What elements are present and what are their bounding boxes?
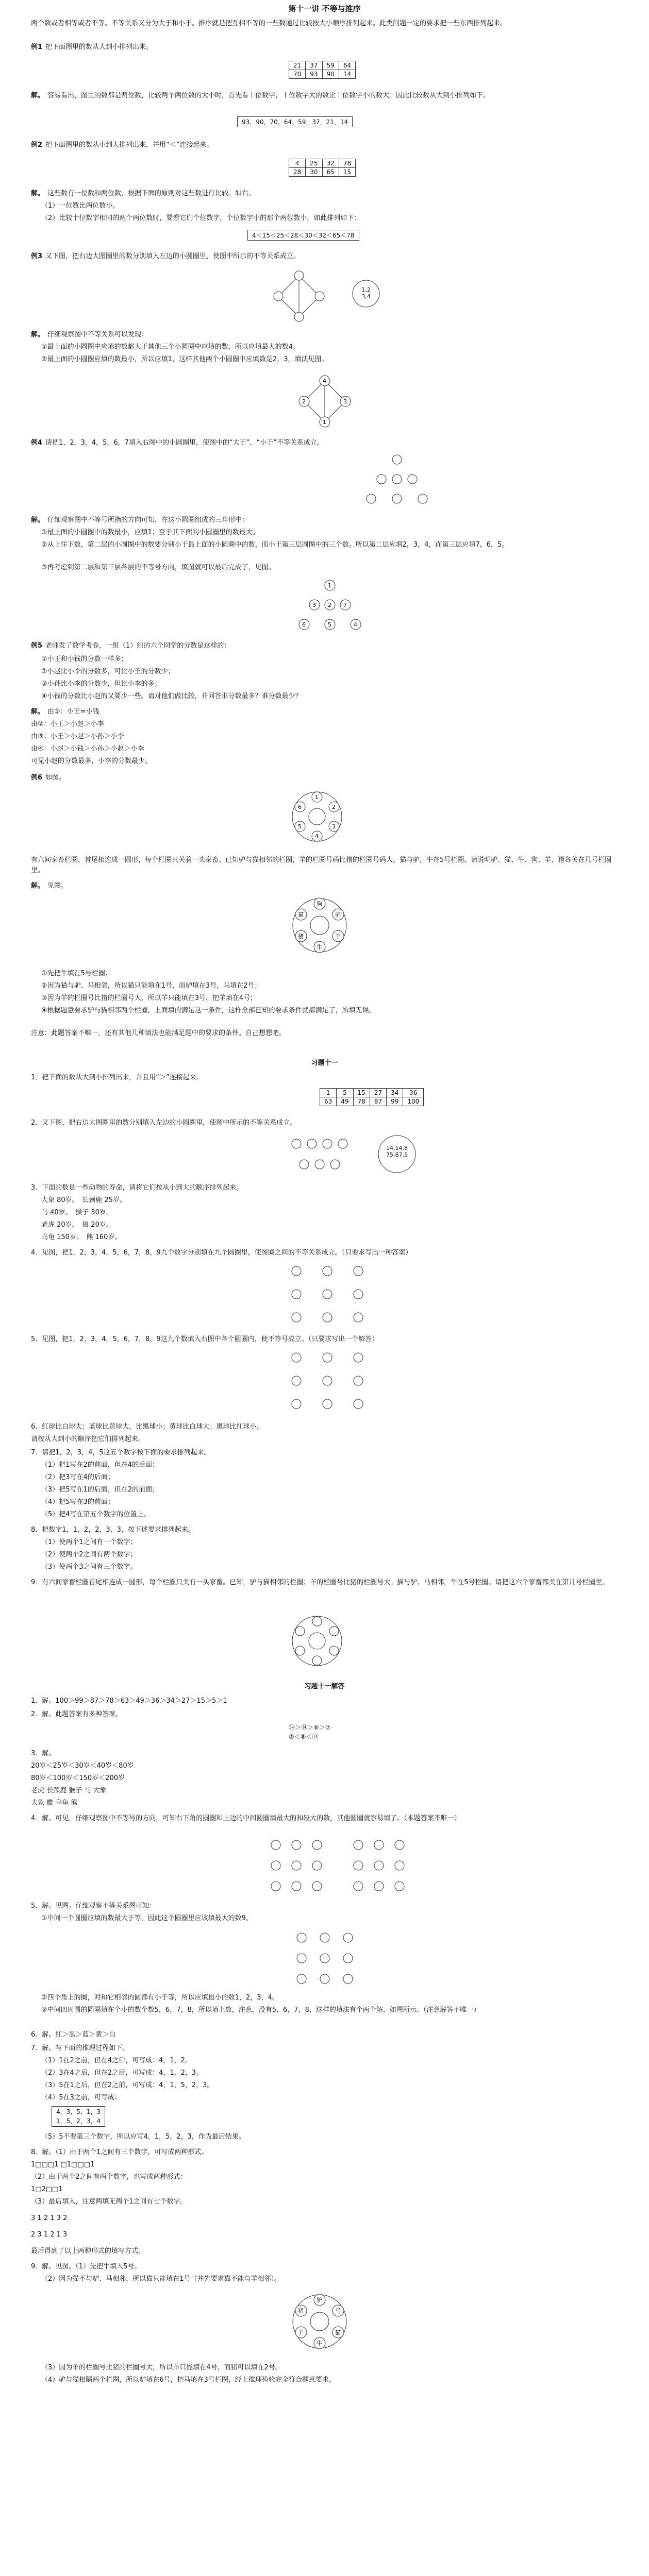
svg-text:羊: 羊 (298, 2329, 304, 2336)
answer-8-line: 3 1 2 1 3 2 (31, 2214, 68, 2222)
diagram-node (274, 292, 283, 301)
answer-9: 9．解。见图。（1）先把牛填入5号。 (31, 2263, 141, 2270)
answer-7-line: （4）5在3之前，可写成： (41, 2094, 121, 2102)
example-2-rule-1: （1）一位数比两位数小。 (41, 202, 120, 210)
svg-text:驴: 驴 (335, 911, 341, 918)
answer-8-line: （3）最后填入，注意两填无两个1之间有七个数字。 (31, 2198, 187, 2206)
example-6-pen-diagram (289, 788, 345, 845)
svg-text:5: 5 (298, 823, 302, 830)
exercise-8-item: （1）使两个1之间有一个数字； (41, 1538, 137, 1546)
answer-5-diagram (294, 1930, 356, 1987)
example-6-reason: ①先把牛填在5号栏圈； (41, 970, 112, 977)
svg-text:牛: 牛 (317, 944, 322, 951)
exercise-6-instruction: 请按从大到小的顺序把它们排列起来。 (31, 1435, 145, 1443)
example-4-answer: 解。 仔细观察图中不等号所指的方向可知，在这小圆圈组成的三角形中： (31, 516, 249, 524)
example-1-table: 21 37 59 64 70 93 90 14 (289, 61, 356, 79)
exercises-heading: 习题十一 (311, 1059, 338, 1067)
answer-3-line: 老虎 长颈鹿 猴子 马 大象 (31, 1787, 107, 1794)
example-2-chain: 4＜15＜25＜28＜30＜32＜65＜78 (247, 230, 359, 241)
example-5-step: 由②：小王＞小赵＞小李 (31, 720, 104, 728)
exercise-4: 4．见图，把1，2，3，4，5，6，7，8，9九个数字分别填在九个圆圈里，使图圈之间的不等关系成立。（只要求写出一种答案） (31, 1249, 412, 1257)
exercise-3: 3．下面的数是一些动物的寿命，请将它们按从小到大的顺序排列起来。 (31, 1184, 243, 1192)
answer-8-line: 2 3 1 2 1 3 (31, 2231, 68, 2239)
answer-5: 5．解。见图。仔细观察不等关系图可知： (31, 1902, 156, 1910)
svg-text:马: 马 (335, 2308, 341, 2314)
example-3-step-2: ②最上面的小圆圈应填的数最小，所以应填1，这样其他两个小圆圈中应填数是2，3，填法见图。 (41, 355, 328, 363)
svg-text:2: 2 (328, 602, 331, 608)
example-2-table: 4 25 32 78 28 30 65 15 (289, 159, 356, 177)
example-6-reason: ②因为猫与驴、马相邻，所以猫只能填在1号，而驴填在3号，马填在2号； (41, 982, 261, 990)
example-6-solution-diagram (289, 894, 351, 956)
exercise-8-item: （2）使两个2之间有两个数字； (41, 1551, 137, 1558)
example-3-solution-diagram (294, 373, 356, 430)
example-4-step-2: ②从上往下数，第二层的小圆圈中的数要分别小于最上面的小圆圈中的数，而小于第三层圆圈中的三个数。所以第二层应填2，3，4，而第三层应填7，6，5。 (41, 541, 509, 549)
answer-7-line: （1）1在2之前，但在4之后，可写成：4，1，2。 (41, 2057, 192, 2064)
svg-text:猪: 猪 (298, 933, 304, 940)
example-1-answer-box: 93，90，70，64，59，37，21，14 (237, 116, 353, 127)
example-5-fact: ④小钱的分数比小赵的又要少一些。请对他们做比较，并回答谁分数最多？谁分数最少？ (41, 692, 302, 700)
exercise-7-item: （5）把4写在第五个数字的位置上。 (41, 1511, 151, 1518)
exercise-2: 2．又下图，把右边大图圈里的数分别填入左边的小圆圈里，使图中所示的不等关系成立。 (31, 1119, 297, 1127)
exercise-1-table: 1 5 15 27 34 36 63 49 78 87 99 100 (320, 1088, 424, 1106)
example-1-label: 例1 (31, 43, 43, 51)
answer-9-diagram (289, 2291, 351, 2352)
example-5-answer: 解。 由①：小王=小钱 (31, 708, 99, 716)
exercise-7-item: （3）把5写在1的后面，但在2的前面； (41, 1486, 159, 1494)
svg-text:羊: 羊 (335, 933, 341, 940)
answer-7-line: （5）5不要第三个数字，所以应写4，1，5，2，3，作为最后结果。 (41, 2133, 245, 2141)
svg-text:3: 3 (312, 602, 316, 608)
diagram-node (294, 271, 304, 280)
example-5-fact: ①小王和小钱的分数一样多； (41, 655, 128, 663)
svg-text:5: 5 (328, 621, 331, 628)
example-1-answer: 解。 容易看出，图里的数都是两位数，比较两个两位数的大小时，首先看十位数字，十位数字大的数比十位数字小的数大。因此比较数从大到小排列如下。 (31, 92, 490, 99)
exercise-9-pen-diagram (289, 1613, 345, 1669)
example-4-solution-diagram (294, 579, 366, 631)
answer-4: 4．解。可见，仔细观察图中不等号的方向，可知右下角的圆圈和上边的中间圆圈填最大的和较大的数，其他圆圈就容易填了。（本题答案不唯一） (31, 1815, 461, 1822)
example-5-fact: ③小孙比小李的分数少，但比小李的多； (41, 680, 161, 688)
svg-text:狗: 狗 (317, 901, 322, 907)
svg-text:猫: 猫 (298, 911, 304, 918)
answer-1: 1．解。100＞99＞87＞78＞63＞49＞36＞34＞27＞15＞5＞1 (31, 1697, 227, 1705)
example-4-diagram (361, 453, 433, 505)
answer-7-line: （3）5在1之后，但在2之前，可写成：4，1，5，2，3。 (41, 2081, 214, 2089)
answer-3-line: 大象 鹰 乌龟 熊 (31, 1799, 78, 1807)
diagram-node (315, 292, 324, 301)
answer-3: 3．解。 (31, 1750, 56, 1757)
exercise-3-item: 乌龟 150岁。 熊 160岁。 (41, 1233, 122, 1241)
page-title: 第十一讲 不等与推序 (288, 4, 361, 13)
exercise-1: 1．把下面的数从大到小排列出来，并且用“＞”连接起来。 (31, 1074, 203, 1081)
example-1-question: 例1 把下面图里的数从大到小排列出来。 (31, 43, 153, 51)
example-5-step: 由④：小赵＞小钱＞小孙＞小赵＞小李 (31, 745, 144, 753)
example-6-question: 例6 如图。 (31, 774, 66, 782)
example-2-answer: 解。 这些数有一位数和两位数，根据下面的原则对这些数进行比较。如右。 (31, 190, 256, 197)
answer-7-box: 4，3，5，1，3 1，5，2，3，4 (52, 2106, 105, 2127)
svg-text:驴: 驴 (317, 2297, 322, 2303)
diagram-node (294, 312, 304, 321)
example-5-fact: ②小赵比小李的分数多，可比小王的分数少； (41, 668, 175, 675)
example-4-question: 例4 请把1，2，3，4，5，6，7填入右图中的小圆圈里，使图中的“大于”、“小于”不等关系成立。 (31, 439, 324, 447)
answer-5-line: ②四个角上的圈，对和它相邻的圆都有小于等，所以应填最小的数1，2，3，4。 (41, 1994, 279, 2002)
exercise-2-legend: 14,14,8 75,87,5 (386, 1145, 408, 1158)
svg-text:6: 6 (298, 804, 302, 810)
svg-text:1: 1 (315, 794, 319, 801)
exercise-9: 9．有六间家畜栏圈首尾相连成一圆形，每个栏圈只关有一头家畜。已知，驴与猫相邻的栏圈；羊的栏圈号比猪的栏圈号大。猫与驴、马相邻，牛在5号栏圈。请把这六个家畜都关在第几号栏圈里。 (31, 1579, 609, 1586)
exercise-7-item: （1）把1写在2的前面，但在4的后面； (41, 1461, 159, 1469)
example-3-answer: 解。 仔细观察图中不等关系可以发现： (31, 331, 148, 338)
solution-node: 1 (323, 419, 326, 426)
intro-paragraph: 两个数或者相等或者不等。不等关系又分为大于和小于。推序就是把互相不等的一些数通过比较按大小顺序排列起来。此类问题一定的要求把一些东西排列起来。 (31, 20, 507, 27)
answer-8: 8．解。（1）由于两个1之间有三个数字，可写成两种形式。 (31, 2148, 208, 2156)
example-6-answer: 解。 见图。 (31, 882, 68, 890)
example-6-reason: ④根据题意要求驴与猫相邻两个栏圈，上面填的满足这一条件，这样全部已知的要求条件就都满足了，所填无误。 (41, 1007, 376, 1014)
svg-text:4: 4 (354, 621, 357, 628)
answer-2: 2．解。此题答案有多种答案。 (31, 1710, 123, 1718)
answer-5-line: ③中间四周圆的圆圈填在个小的数个数5，6，7，8，所以填上数，注意，没有5，6，7，8，这样的填法有个两个解，如图所示。（注意解答不唯一） (41, 2006, 480, 2014)
exercise-3-item: 马 40岁。 猴子 30岁。 (41, 1209, 113, 1216)
answer-9-line: （4）驴与猫相隔两个栏圈，所以驴填在6号，把马填在3号栏圈，经上推理检验完全符合题意要求。 (41, 2376, 336, 2384)
answer-4-diagrams (268, 1837, 412, 1894)
answer-8-line: 1□2□□1 (31, 2185, 63, 2193)
example-5-step: 由③：小王＞小赵＞小孙＞小李 (31, 733, 124, 740)
exercise-3-item: 老虎 20岁。 狼 20岁。 (41, 1221, 113, 1229)
solution-node: 3 (343, 398, 347, 405)
exercise-8: 8．把数字1，1，2，2，3，3，按下述要求排列起来。 (31, 1526, 195, 1534)
example-6-reason: ③因为羊的栏圈号比猪的栏圈号大，所以羊只能填在3号，把羊填在4号； (41, 994, 257, 1002)
svg-text:3: 3 (332, 823, 336, 830)
example-2-question: 例2 把下面图里的数从小到大排列出来，并用“＜”连接起来。 (31, 141, 213, 149)
svg-text:6: 6 (302, 621, 306, 628)
svg-text:2: 2 (332, 804, 336, 810)
example-3-question: 例3 又下图，把右边大图圈里的数分别填入左边的小圆圈里，使图中所示的不等关系成立。 (31, 252, 301, 260)
answer-2-chain: ⑭＞⑭＞⑧＞⑦ ⑤＜⑧＜⑭ (289, 1724, 331, 1740)
solution-node: 4 (323, 378, 326, 384)
exercise-7: 7．请把1，2，3，4，5这五个数字按下面的要求排列起来。 (31, 1449, 211, 1456)
exercise-5-diagram (289, 1350, 366, 1412)
exercise-6: 6．红球比白球大；蓝球比黄球大，比黑球小；黄球比白球大；黑球比红球小。 (31, 1423, 263, 1431)
answer-9-line: （3）因为羊的栏圈号比猪的栏圈号大，所以羊只能填在4号，而猪可以填在2号。 (41, 2364, 282, 2371)
answer-6: 6．解。红＞黑＞蓝＞黄＞白 (31, 2031, 116, 2039)
answer-7-line: （2）3在4之后，但在2之后，可写成：4，1，2，3。 (41, 2069, 203, 2077)
example-3-legend: 1,2 3,4 (361, 286, 371, 300)
answer-8-line: （2）由于两个2之间有两个数字，也写成两种形式： (31, 2173, 187, 2181)
answer-8-line: 最后得到了以上两种形式的填写方式。 (31, 2247, 145, 2255)
svg-text:猪: 猪 (298, 2308, 304, 2314)
exercise-7-item: （2）把3写在4的后面； (41, 1473, 114, 1481)
example-6-text: 有六间家畜栏圈，首尾相连成一圆形，每个栏圈只关着一头家畜。已知驴与猫相邻的栏圈，羊的栏圈号码比猪的栏圈号码大。猫与驴，牛在5号栏圈。请说明驴、猫、牛、狗、羊、猪各关在几号栏圈里。 (31, 856, 612, 874)
exercise-2-diagram (289, 1133, 361, 1175)
svg-text:4: 4 (315, 833, 319, 840)
example-3-diagram (268, 268, 330, 325)
svg-text:猫: 猫 (335, 2329, 341, 2336)
example-4-step-3: ③再考虑到第二层和第三层各层的不等号方向，填图就可以最后完成了，见图。 (41, 564, 275, 571)
exercise-8-item: （3）使两个3之间有三个数字。 (41, 1563, 137, 1571)
exercise-4-diagram (289, 1263, 366, 1325)
exercise-7-item: （4）把5写在3的前面； (41, 1498, 114, 1506)
example-5-question: 例5 老师发了数学考卷，一组（1）组的六个同学的分数是这样的： (31, 642, 231, 650)
example-6-note: 注意：此题答案不唯一，还有其他几种填法也能满足题中的要求的条件。自己想想吧。 (31, 1029, 286, 1037)
example-3-step-1: ①最上面的小圆圈中应填的数都大于其他三个小圆圈中应填的数，所以应填最大的数4。 (41, 343, 299, 351)
svg-text:1: 1 (328, 582, 331, 589)
answer-7: 7．解。写下面的推理过程如下。 (31, 2044, 129, 2052)
answer-3-line: 20岁＜25岁＜30岁＜40岁＜80岁 (31, 1762, 134, 1770)
exercise-3-item: 大象 80岁。 长颈鹿 25岁。 (41, 1196, 126, 1204)
answer-5-line: ①中间一个圆圈应填的数最大于等，因此这个圆圈里应该填最大的数9。 (41, 1914, 253, 1922)
answers-heading: 习题十一解答 (304, 1683, 345, 1690)
example-2-rule-2: （2）比较十位数字相同的两个两位数时，要看它们个位数字，个位数字小的那个两位数小，如此排列如下： (41, 214, 361, 222)
example-5-conclusion: 可见小赵的分数最多，小李的分数最少。 (31, 757, 152, 765)
answer-8-line: 1□□□1 □1□□□1 (31, 2161, 95, 2168)
svg-text:7: 7 (343, 602, 347, 608)
svg-text:牛: 牛 (317, 2340, 322, 2347)
exercise-5: 5．见图，把1，2，3，4，5，6，7，8，9这九个数填入右图中各个圆圈内，使不等号成立。（只要求写出一个解答） (31, 1335, 379, 1343)
example-4-step-1: ①最上面的小圆圈中的数最小，应填1；至于其下面的小圆圈里的数最大。 (41, 529, 259, 536)
answer-3-line: 80岁＜100岁＜150岁＜200岁 (31, 1774, 125, 1782)
solution-node: 2 (302, 398, 306, 405)
answer-9-line: （2）因为猫不与驴、马相邻，所以猫只能填在1号（并先要求猫不能与羊相邻）。 (41, 2275, 281, 2283)
